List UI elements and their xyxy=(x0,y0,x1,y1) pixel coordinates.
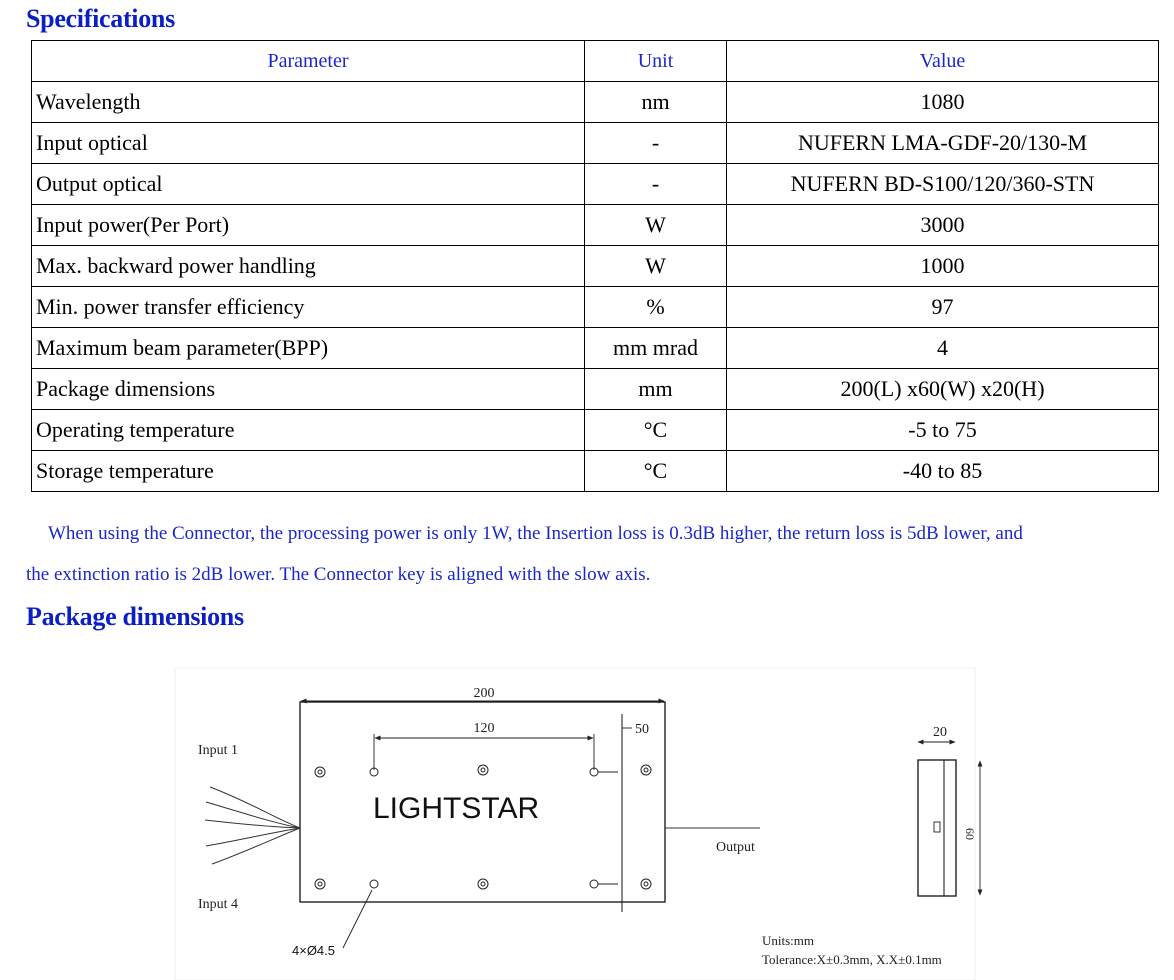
table-row xyxy=(32,410,1159,451)
header-unit: Unit xyxy=(585,41,727,82)
row-unit: °C xyxy=(585,451,727,492)
row-value: 1000 xyxy=(727,246,1159,287)
output-label: Output xyxy=(716,840,755,855)
table-row xyxy=(32,328,1159,369)
row-parameter: Output optical xyxy=(32,164,585,205)
table-row xyxy=(32,287,1159,328)
row-unit: nm xyxy=(585,82,727,123)
row-parameter: Wavelength xyxy=(32,82,585,123)
row-parameter: Max. backward power handling xyxy=(32,246,585,287)
row-unit: - xyxy=(585,123,727,164)
holes-label: 4×Ø4.5 xyxy=(292,943,336,958)
row-unit: °C xyxy=(585,410,727,451)
dim-width-label: 60 xyxy=(963,828,977,840)
header-parameter: Parameter xyxy=(32,41,585,82)
input-1-label: Input 1 xyxy=(198,743,239,758)
table-row xyxy=(32,246,1159,287)
row-value: -5 to 75 xyxy=(727,410,1159,451)
dim-hole-spacing-label: 120 xyxy=(473,721,495,736)
specifications-table xyxy=(31,40,1159,492)
holes-leader-line xyxy=(343,890,372,948)
row-parameter: Input optical xyxy=(32,123,585,164)
row-parameter: Storage temperature xyxy=(32,451,585,492)
specifications-title: Specifications xyxy=(26,4,175,33)
row-unit: W xyxy=(585,205,727,246)
connector-note-line-1: When using the Connector, the processing power is only 1W, the Insertion loss is 0.3dB higher, the return loss is 5dB lower, and xyxy=(48,523,1023,544)
row-unit: % xyxy=(585,287,727,328)
row-parameter: Input power(Per Port) xyxy=(32,205,585,246)
table-header-row xyxy=(32,41,1159,82)
side-view-body xyxy=(918,760,956,896)
package-dimensions-title: Package dimensions xyxy=(26,602,244,631)
table-row xyxy=(32,164,1159,205)
units-label: Units:mm xyxy=(762,933,815,948)
tolerance-label: Tolerance:X±0.3mm, X.X±0.1mm xyxy=(762,952,942,967)
row-value: 1080 xyxy=(727,82,1159,123)
dim-height-label: 20 xyxy=(933,725,947,740)
row-value: 200(L) x60(W) x20(H) xyxy=(727,369,1159,410)
row-parameter: Operating temperature xyxy=(32,410,585,451)
row-value: 97 xyxy=(727,287,1159,328)
table-row xyxy=(32,82,1159,123)
input-fibers xyxy=(205,787,300,864)
header-value: Value xyxy=(727,41,1159,82)
table-row xyxy=(32,205,1159,246)
row-unit: mm mrad xyxy=(585,328,727,369)
row-value: -40 to 85 xyxy=(727,451,1159,492)
table-row xyxy=(32,451,1159,492)
row-parameter: Package dimensions xyxy=(32,369,585,410)
dim-edge-label: 50 xyxy=(635,722,649,737)
row-parameter: Min. power transfer efficiency xyxy=(32,287,585,328)
table-row xyxy=(32,369,1159,410)
table-row xyxy=(32,123,1159,164)
brand-logo: LIGHTSTAR xyxy=(373,792,540,825)
package-drawing xyxy=(0,650,1174,980)
row-unit: W xyxy=(585,246,727,287)
side-view-connector xyxy=(934,822,940,832)
row-value: 3000 xyxy=(727,205,1159,246)
row-value: NUFERN LMA-GDF-20/130-M xyxy=(727,123,1159,164)
drawing-frame xyxy=(175,668,975,980)
row-unit: mm xyxy=(585,369,727,410)
row-unit: - xyxy=(585,164,727,205)
input-4-label: Input 4 xyxy=(198,897,239,912)
connector-note-line-2: the extinction ratio is 2dB lower. The Connector key is aligned with the slow axis. xyxy=(26,564,651,585)
row-value: 4 xyxy=(727,328,1159,369)
mounting-holes xyxy=(315,765,651,889)
row-parameter: Maximum beam parameter(BPP) xyxy=(32,328,585,369)
row-value: NUFERN BD-S100/120/360-STN xyxy=(727,164,1159,205)
dim-length-label: 200 xyxy=(473,686,495,701)
